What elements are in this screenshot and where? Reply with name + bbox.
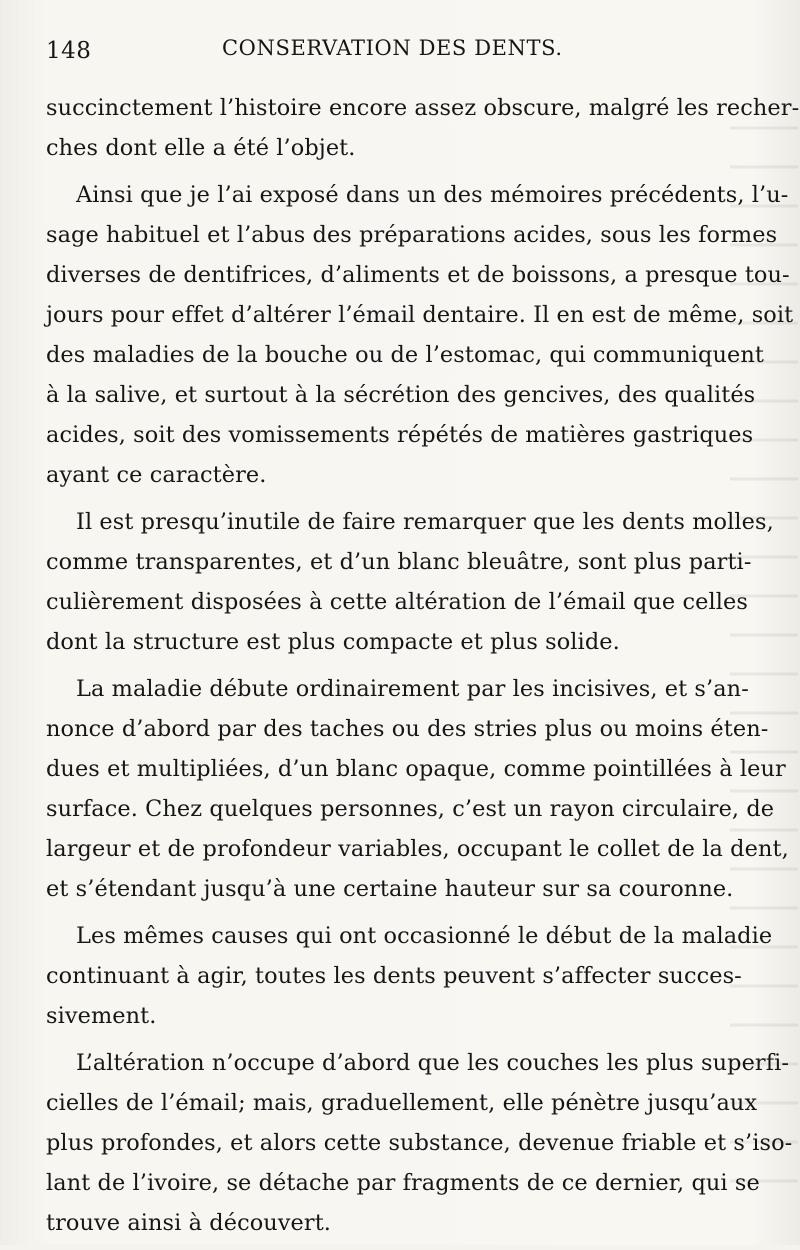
text-line: sivement.: [46, 1003, 157, 1029]
text-line: continuant à agir, toutes les dents peuvent s’affecter succes-: [46, 963, 742, 989]
text-line: culièrement disposées à cette altération de l’émail que celles: [46, 589, 748, 615]
text-line: dont la structure est plus compacte et plus solide.: [46, 629, 620, 655]
text-line: et s’étendant jusqu’à une certaine hauteur sur sa couronne.: [46, 876, 734, 902]
text-line: L’altération n’occupe d’abord que les couches les plus superfi-: [76, 1050, 790, 1076]
text-line: comme transparentes, et d’un blanc bleuâtre, sont plus parti-: [46, 549, 752, 575]
text-line: Ainsi que je l’ai exposé dans un des mémoires précédents, l’u-: [76, 182, 789, 208]
text-line: plus profondes, et alors cette substance, devenue friable et s’iso-: [46, 1130, 793, 1156]
text-line: largeur et de profondeur variables, occupant le collet de la dent,: [46, 836, 789, 862]
page-header: [46, 34, 756, 68]
text-line: ayant ce caractère.: [46, 462, 267, 488]
text-line: lant de l’ivoire, se détache par fragments de ce dernier, qui se: [46, 1170, 760, 1196]
text-line: des maladies de la bouche ou de l’estomac, qui communiquent: [46, 342, 764, 368]
paragraph-1: [46, 88, 800, 168]
running-head: CONSERVATION DES DENTS.: [222, 36, 563, 60]
text-line: Les mêmes causes qui ont occasionné le début de la maladie: [76, 923, 773, 949]
page-number: 148: [46, 38, 92, 64]
text-line: trouve ainsi à découvert.: [46, 1210, 332, 1236]
text-line: cielles de l’émail; mais, graduellement, elle pénètre jusqu’aux: [46, 1090, 758, 1116]
paragraph-4: [46, 669, 789, 909]
text-line: surface. Chez quelques personnes, c’est un rayon circulaire, de: [46, 796, 775, 822]
text-line: nonce d’abord par des taches ou des stries plus ou moins éten-: [46, 716, 769, 742]
text-line: jours pour effet d’altérer l’émail dentaire. Il en est de même, soit: [46, 302, 794, 328]
text-line: à la salive, et surtout à la sécrétion des gencives, des qualités: [46, 382, 756, 408]
text-line: Il est presqu’inutile de faire remarquer que les dents molles,: [76, 509, 774, 535]
text-line: ches dont elle a été l’objet.: [46, 135, 356, 161]
paragraph-2: [46, 175, 794, 495]
text-line: sage habituel et l’abus des préparations acides, sous les formes: [46, 222, 778, 248]
text-line: acides, soit des vomissements répétés de matières gastriques: [46, 422, 754, 448]
paragraph-6: [46, 1043, 793, 1243]
page-body: [46, 88, 800, 1250]
text-line: succinctement l’histoire encore assez obscure, malgré les recher-: [46, 95, 800, 121]
paragraph-3: [46, 502, 774, 662]
text-line: dues et multipliées, d’un blanc opaque, comme pointillées à leur: [46, 756, 786, 782]
paragraph-5: [46, 916, 773, 1036]
text-line: La maladie débute ordinairement par les incisives, et s’an-: [76, 676, 749, 702]
text-line: diverses de dentifrices, d’aliments et de boissons, a presque tou-: [46, 262, 790, 288]
